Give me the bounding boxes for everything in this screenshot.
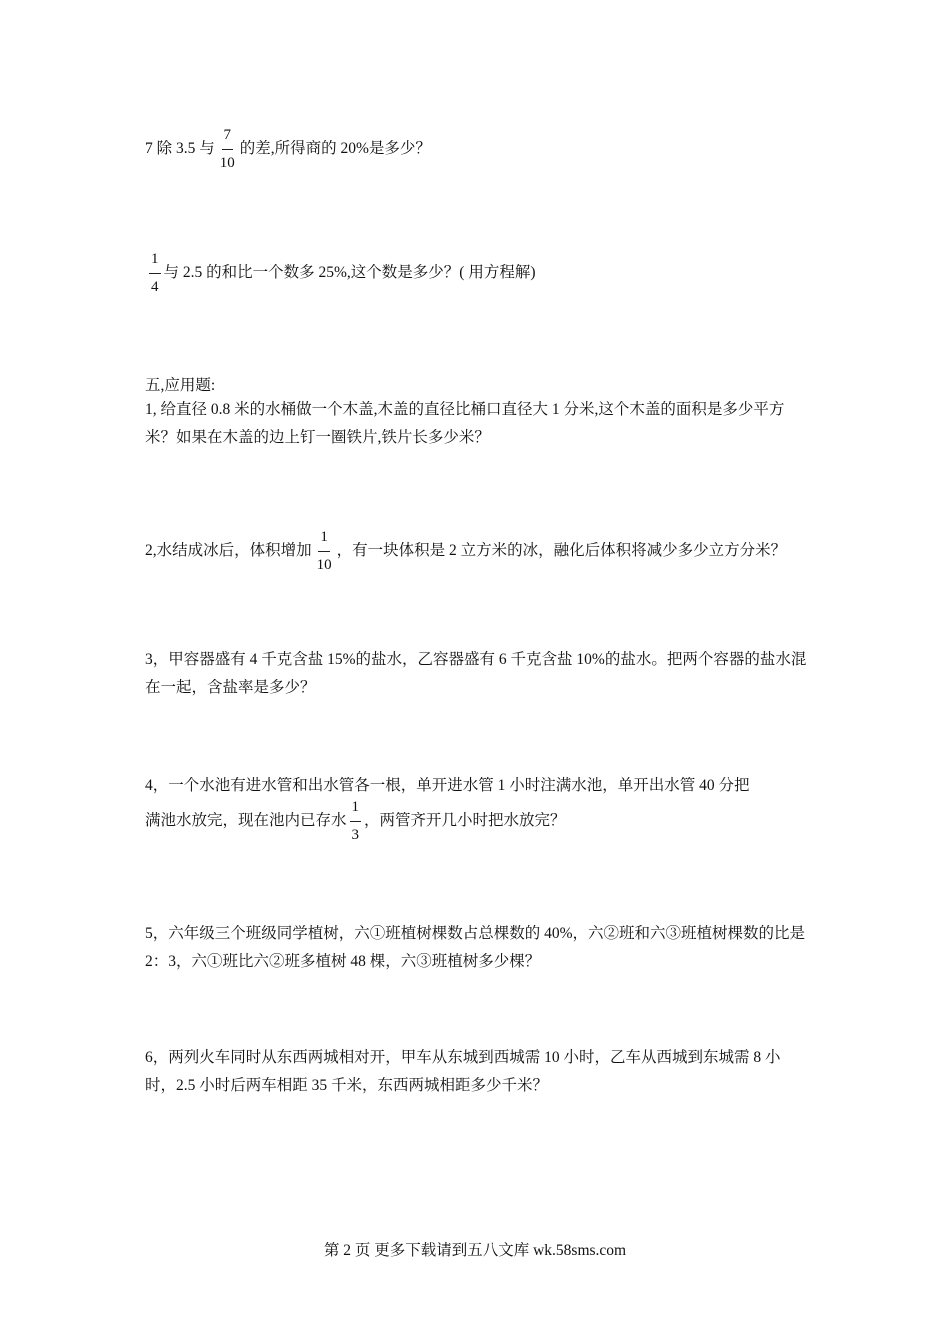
- question-8: [145, 252, 810, 295]
- problem-4: 4，一个水池有进水管和出水管各一根，单开进水管 1 小时注满水池，单开出水管 40 分把 满池水放完，现在池内已存水 $\frac{1}{3}$ ，两管齐开几小时把水放完？: [145, 777, 750, 843]
- fraction-7-10: $\frac{7}{10}$: [219, 127, 235, 171]
- q7-text-post: 的差,所得商的 20%是多少？: [239, 140, 431, 158]
- problem-5: 5，六年级三个班级同学植树，六①班植树棵数占总棵数的 40%，六②班和六③班植树棵数的比是 2：3，六①班比六②班多植树 48 棵，六③班植树多少棵？: [145, 925, 806, 970]
- q8-text-post: 与 2.5 的和比一个数多 25%,这个数是多少？( 用方程解): [163, 264, 536, 282]
- page-footer: 第 2 页 更多下载请到五八文库 wk.58sms.com: [323, 1242, 627, 1259]
- question-7: [145, 128, 810, 171]
- problem-2: 2,水结成冰后，体积增加 $\frac{1}{10}$ ，有一块体积是 2 立方米的冰，融化后体积将减少多少立方分米？: [145, 529, 787, 573]
- problem-1: 1, 给直径 0.8 米的水桶做一个木盖,木盖的直径比桶口直径大 1 分米,这个木盖的面积是多少平方米？如果在木盖的边上钉一圈铁片,铁片长多少米？: [145, 401, 785, 446]
- fraction-1-10: $\frac{1}{10}$: [316, 529, 332, 573]
- fraction-1-3: $\frac{1}{3}$: [351, 799, 360, 843]
- section-heading: 五,应用题:: [145, 377, 216, 394]
- fraction-1-4: $\frac{1}{4}$: [151, 251, 159, 295]
- q7-text-pre: 7 除 3.5 与: [145, 140, 215, 158]
- problem-3: 3，甲容器盛有 4 千克含盐 15%的盐水，乙容器盛有 6 千克含盐 10%的盐水。把两个容器的盐水混在一起，含盐率是多少？: [145, 651, 807, 696]
- problem-6: 6，两列火车同时从东西两城相对开，甲车从东城到西城需 10 小时，乙车从西城到东城需 8 小时，2.5 小时后两车相距 35 千米，东西两城相距多少千米？: [145, 1049, 781, 1094]
